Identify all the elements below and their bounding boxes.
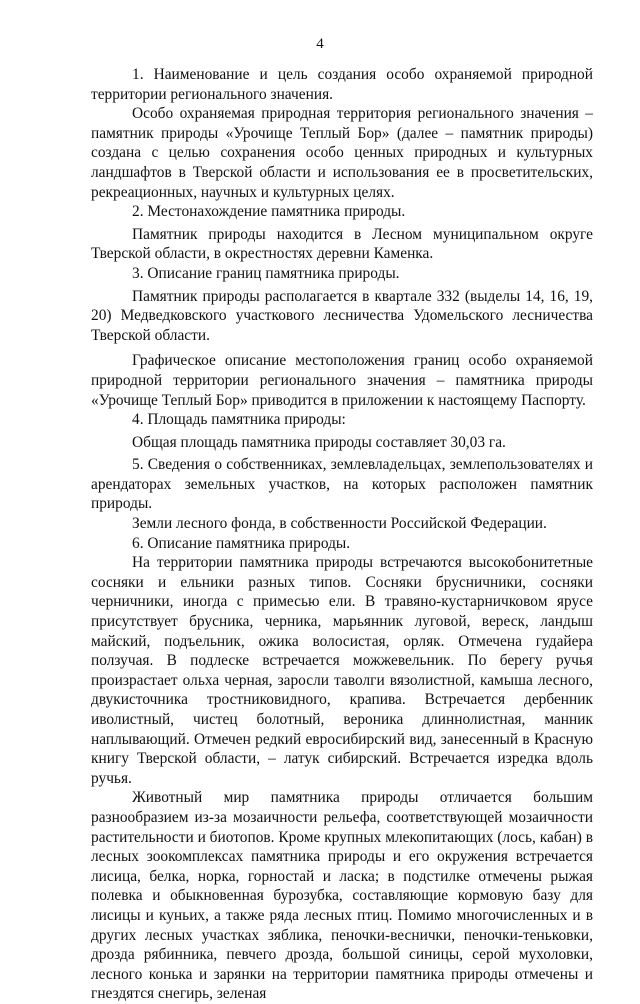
- paragraph-area: Общая площадь памятника природы составляет 30,03 га.: [132, 433, 506, 451]
- paragraph-borders: Памятник природы располагается в квартале 332 (выделы 14, 16, 19, 20) Медведковского участкового лесничества Удомельского лесничества Тверской области.: [91, 287, 593, 344]
- paragraph-owners: Земли лесного фонда, в собственности Российской Федерации.: [132, 515, 547, 533]
- section-heading-purpose: 1. Наименование и цель создания особо охраняемой природной территории регионального значения.: [91, 66, 593, 103]
- section-heading-borders: 3. Описание границ памятника природы.: [132, 264, 400, 282]
- section-heading-owners: 5. Сведения о собственниках, землевладельцах, землепользователях и арендаторах земельных участков, на которых расположен памятник природы.: [91, 456, 593, 513]
- paragraph-purpose: Особо охраняемая природная территория регионального значения – памятник природы «Урочище Теплый Бор» (далее – памятник природы) создана с целью сохранения особо ценных природных и культурных ландшафтов в Тверской области и использования ее в просветительских, рекреационных, научных и культурных целях.: [91, 105, 593, 201]
- paragraph-fauna: Животный мир памятника природы отличается большим разнообразием из-за мозаичности рельефа, соответствующей мозаичности растительности и биотопов. Кроме крупных млекопитающих (лось, кабан) в лесных зоокомплексах памятника природы и его окружения встречается лисица, белка, норка, горностай и ласка; в подстилке отмечены рыжая полевка и обыкновенная бурозубка, составляющие кормовую базу для лисицы и куньих, а также ряда лесных птиц. Помимо многочисленных и в других лесных участках зяблика, пеночки-веснички, пеночки-теньковки, дрозда рябинника, певчего дрозда, большой синицы, серой мухоловки, лесного конька и зарянки на территории памятника природы отмечены и гнездятся снегирь, зеленая: [91, 789, 593, 1003]
- section-heading-area: 4. Площадь памятника природы:: [132, 411, 346, 429]
- paragraph-graphic-description: Графическое описание местоположения границ особо охраняемой природной территории регионального значения – памятника природы «Урочище Теплый Бор» приводится в приложении к настоящему Паспорту.: [91, 352, 593, 409]
- page-number: 4: [316, 36, 324, 52]
- section-heading-description: 6. Описание памятника природы.: [132, 534, 351, 552]
- paragraph-location: Памятник природы находится в Лесном муниципальном округе Тверской области, в окрестностях деревни Каменка.: [91, 225, 593, 263]
- document-body: [91, 65, 593, 1004]
- paragraph-flora: На территории памятника природы встречаются высокобонитетные сосняки и ельники разных типов. Сосняки брусничники, сосняки черничники, иногда с примесью ели. В травяно-кустарничковом ярусе присутствует брусника, черника, марьянник луговой, вереск, ландыш майский, подъельник, ожика волосистая, орляк. Отмечена гудайера ползучая. В подлеске встречается можжевельник. По берегу ручья произрастает ольха черная, заросли таволги вязолистной, камыша лесного, двукисточника тростниковидного, крапива. Встречается дербенник иволистный, чистец болотный, вероника длиннолистная, манник наплывающий. Отмечен редкий евросибирский вид, занесенный в Красную книгу Тверской области, – латук сибирский. Встречается изредка вдоль ручья.: [91, 554, 593, 787]
- section-heading-location: 2. Местонахождение памятника природы.: [132, 203, 406, 221]
